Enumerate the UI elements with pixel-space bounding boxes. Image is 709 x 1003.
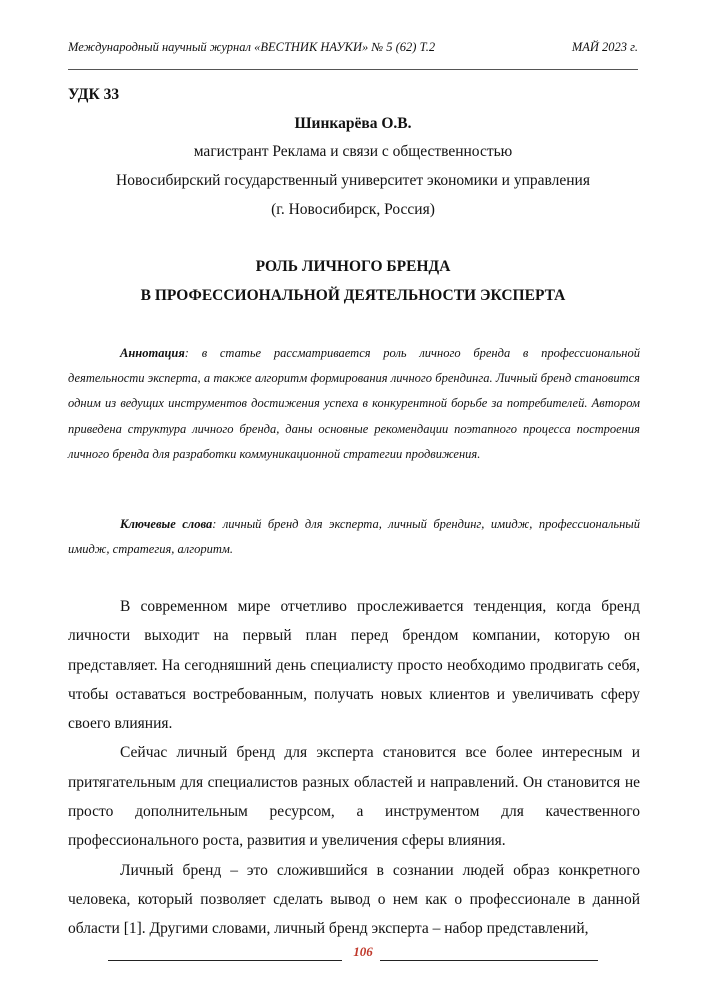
page-footer [108,944,598,964]
body-paragraph-2: Сейчас личный бренд для эксперта становится все более интересным и притягательным для специалистов разных областей и направлений. Он становится не просто дополнительным ресурсом, а инструментом для качественного профессионального роста, развития и увеличения сферы влияния. [68,744,640,850]
abstract-text: : в статье рассматривается роль личного бренда в профессиональной деятельности эксперта, а также алгоритм формирования личного брендинга. Личный бренд становится одним из ведущих инструментов достижения успеха в конкурентной борьбе за потребителей. Автором приведена структура личного бренда, даны основные рекомендации поэтапного процесса построения личного бренда для разработки коммуникационной стратегии продвижения. [68,346,640,461]
body-paragraph-3: Личный бренд – это сложившийся в сознании людей образ конкретного человека, который позволяет сделать вывод о нем как о профессионале в данной области [1]. Другими словами, личный бренд эксперта – набор представлений, [68,861,640,938]
footer-rule-left [108,960,342,961]
article-body [68,592,640,944]
author-city: (г. Новосибирск, Россия) [271,201,435,218]
footer-rule-right [380,960,598,961]
journal-title: Международный научный журнал «ВЕСТНИК НАУКИ» № 5 (62) Т.2 [68,40,436,54]
keywords-label: Ключевые слова [120,517,213,531]
author-university: Новосибирский государственный университет экономики и управления [116,172,590,189]
issue-date: МАЙ 2023 г. [571,40,638,54]
author-position: магистрант Реклама и связи с общественностью [193,143,513,160]
abstract [68,341,640,467]
body-paragraph-1: В современном мире отчетливо прослеживается тенденция, когда бренд личности выходит на первый план перед брендом компании, которую он представляет. На сегодняшний день специалисту просто необходимо продвигать себя, чтобы оставаться востребованным, получать новых клиентов и увеличивать сферу своего влияния. [68,598,640,733]
abstract-label: Аннотация [120,346,185,360]
keywords [68,512,640,562]
author-name: Шинкарёва О.В. [294,115,412,132]
header-divider [68,69,638,70]
keywords-text: : личный бренд для эксперта, личный брендинг, имидж, профессиональный имидж, стратегия, алгоритм. [68,517,640,557]
article-title-line2: В ПРОФЕССИОНАЛЬНОЙ ДЕЯТЕЛЬНОСТИ ЭКСПЕРТА [140,287,566,304]
udk-code: УДК 33 [68,86,120,103]
article-title-line1: РОЛЬ ЛИЧНОГО БРЕНДА [255,258,451,275]
page-number: 106 [353,944,373,959]
running-header [68,40,638,60]
